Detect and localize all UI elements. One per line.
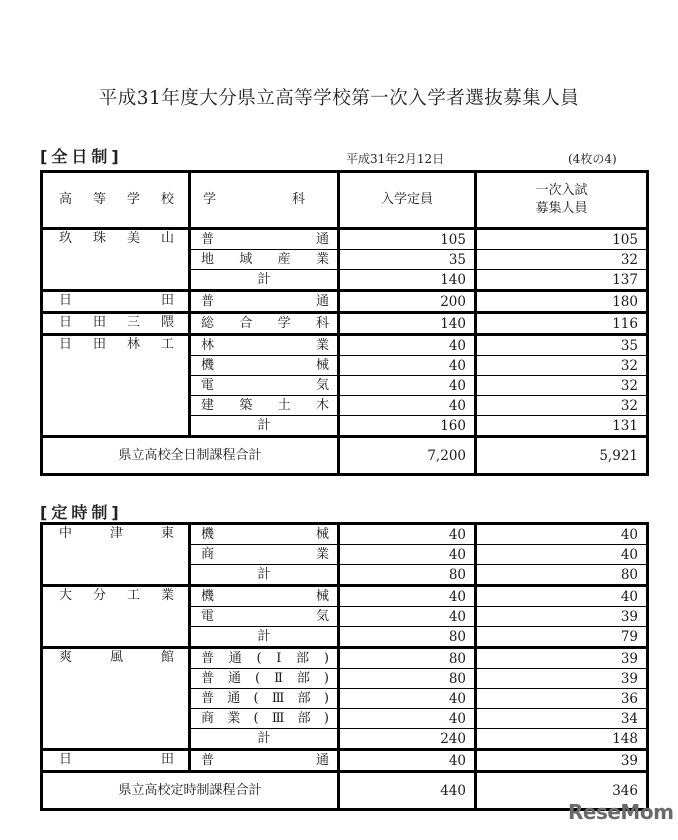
- recruit-value: 39: [476, 750, 648, 772]
- recruit-value: 34: [476, 709, 648, 729]
- capacity-value: 40: [339, 396, 476, 416]
- resemom-logo: ReseMom: [568, 800, 674, 824]
- char: 分: [92, 588, 106, 603]
- capacity-value: 40: [339, 709, 476, 729]
- char: 学: [203, 192, 217, 207]
- department-name: [190, 669, 339, 689]
- capacity-value: 80: [339, 565, 476, 586]
- total-recruit: 5,921: [476, 437, 648, 475]
- char: 学: [126, 192, 140, 207]
- table-row: [42, 229, 648, 250]
- recruit-value: 32: [476, 356, 648, 376]
- char: 林: [126, 337, 140, 352]
- department-name: [190, 545, 339, 565]
- recruit-value: 180: [476, 291, 648, 313]
- header-dept: [190, 172, 339, 229]
- char: ): [323, 690, 329, 706]
- char: (: [255, 670, 261, 686]
- department-name-text: [195, 710, 333, 728]
- recruit-value: 32: [476, 396, 648, 416]
- school-name-text: [47, 292, 184, 310]
- capacity-value: 40: [339, 356, 476, 376]
- capacity-value: 40: [339, 524, 476, 545]
- char: 合: [239, 315, 253, 331]
- section-label-teiji: [定時制]: [40, 503, 123, 522]
- char: 木: [315, 397, 329, 413]
- char: 械: [315, 357, 329, 373]
- char: ): [323, 710, 329, 726]
- char: 工: [126, 588, 140, 603]
- capacity-value: 40: [339, 750, 476, 772]
- department-name: [190, 250, 339, 270]
- table-row: [42, 586, 648, 607]
- header-row: [42, 172, 648, 229]
- subtotal-label: 計: [190, 565, 339, 586]
- char: 機: [201, 526, 215, 542]
- char: 学: [277, 315, 291, 331]
- char: 通: [315, 293, 329, 309]
- school-name: [42, 524, 190, 586]
- char: 風: [109, 650, 123, 665]
- char: 田: [92, 337, 106, 352]
- char: 械: [315, 588, 329, 604]
- char: 普: [201, 670, 215, 686]
- char: 普: [201, 650, 215, 666]
- department-name-text: [195, 251, 333, 269]
- char: 普: [201, 293, 215, 309]
- char: 土: [277, 397, 291, 413]
- char: 爽: [59, 650, 73, 665]
- char: (: [253, 710, 259, 726]
- char: 部: [296, 670, 310, 686]
- char: 田: [160, 293, 174, 308]
- school-name-text: [47, 751, 184, 769]
- recruit-value: 131: [476, 416, 648, 437]
- department-name-text: [195, 357, 333, 375]
- department-name: [190, 709, 339, 729]
- char: ): [323, 670, 329, 686]
- section-label-zennichi: [全日制]: [40, 147, 123, 166]
- department-name-text: [195, 231, 333, 249]
- recruit-value: 36: [476, 689, 648, 709]
- department-name: [190, 396, 339, 416]
- department-name-text: [195, 608, 333, 626]
- recruit-value: 148: [476, 729, 648, 750]
- total-capacity: 440: [339, 772, 476, 810]
- total-capacity: 7,200: [339, 437, 476, 475]
- table-teiji: [40, 522, 649, 811]
- school-name: [42, 313, 190, 335]
- capacity-value: 140: [339, 270, 476, 291]
- table-row: [42, 648, 648, 669]
- school-name-text: [47, 525, 184, 543]
- capacity-value: 105: [339, 229, 476, 250]
- char: 業: [315, 546, 329, 562]
- char: 日: [59, 315, 73, 330]
- char: 産: [277, 251, 291, 267]
- char: 部: [296, 650, 310, 666]
- department-name: [190, 607, 339, 627]
- header-school-text: [47, 191, 184, 209]
- capacity-value: 35: [339, 250, 476, 270]
- table-row: [42, 335, 648, 356]
- recruit-value: 40: [476, 545, 648, 565]
- subtotal-label: 計: [190, 416, 339, 437]
- recruit-value: 32: [476, 250, 648, 270]
- char: 普: [201, 752, 215, 768]
- char: 美: [126, 231, 140, 246]
- school-name: [42, 291, 190, 313]
- char: 館: [160, 650, 174, 665]
- school-name-text: [47, 587, 184, 605]
- recruit-value: 40: [476, 586, 648, 607]
- char: 日: [59, 752, 73, 767]
- char: 建: [201, 397, 215, 413]
- char: 珠: [92, 231, 106, 246]
- char: 工: [160, 337, 174, 352]
- char: 商: [201, 546, 215, 562]
- subtotal-label: 計: [190, 627, 339, 648]
- char: 津: [109, 526, 123, 541]
- department-name: [190, 335, 339, 356]
- school-name: [42, 229, 190, 291]
- department-name-text: [195, 377, 333, 395]
- char: 通: [227, 690, 241, 706]
- department-name-text: [195, 546, 333, 564]
- capacity-value: 80: [339, 648, 476, 669]
- char: 田: [160, 752, 174, 767]
- department-name: [190, 586, 339, 607]
- capacity-value: 40: [339, 586, 476, 607]
- department-name-text: [195, 690, 333, 708]
- header-school: [42, 172, 190, 229]
- char: 築: [239, 397, 253, 413]
- char: 業: [315, 251, 329, 267]
- school-name: [42, 648, 190, 750]
- school-name-text: [47, 649, 184, 667]
- capacity-value: 40: [339, 376, 476, 396]
- char: 機: [201, 357, 215, 373]
- recruit-value: 79: [476, 627, 648, 648]
- recruit-value: 39: [476, 669, 648, 689]
- table-row: [42, 291, 648, 313]
- char: Ⅲ: [271, 690, 285, 706]
- department-name-text: [195, 588, 333, 606]
- char: 隈: [160, 315, 174, 330]
- department-name-text: [195, 752, 333, 770]
- char: 業: [160, 588, 174, 603]
- school-name: [42, 750, 190, 772]
- department-name-text: [195, 650, 333, 668]
- subtotal-label: 計: [190, 729, 339, 750]
- department-name-text: [195, 293, 333, 311]
- total-label: 県立高校全日制課程合計: [42, 437, 339, 475]
- char: 東: [160, 526, 174, 541]
- char: 校: [160, 192, 174, 207]
- char: 通: [315, 231, 329, 247]
- char: 科: [291, 192, 305, 207]
- department-name: [190, 291, 339, 313]
- document-title: 平成31年度大分県立高等学校第一次入学者選抜募集人員: [98, 88, 580, 109]
- department-name-text: [195, 670, 333, 688]
- char: 田: [92, 315, 106, 330]
- school-name-text: [47, 230, 184, 248]
- char: ): [323, 650, 329, 666]
- char: 通: [228, 670, 242, 686]
- char: 電: [201, 377, 215, 393]
- char: 日: [59, 293, 73, 308]
- department-name-text: [195, 397, 333, 415]
- department-name-text: [195, 315, 333, 333]
- school-name: [42, 586, 190, 648]
- char: 電: [201, 608, 215, 624]
- char: 三: [126, 315, 140, 330]
- page-indicator: (4枚の4): [568, 152, 617, 166]
- department-name: [190, 524, 339, 545]
- header-capacity: 入学定員: [339, 172, 476, 229]
- char: 商: [201, 710, 215, 726]
- recruit-value: 105: [476, 229, 648, 250]
- char: 高: [59, 192, 73, 207]
- char: (: [253, 690, 259, 706]
- table-row: [42, 524, 648, 545]
- header-recruit-line2: 募集人員: [535, 201, 588, 216]
- total-label: 県立高校定時制課程合計: [42, 772, 339, 810]
- department-name: [190, 648, 339, 669]
- recruit-value: 39: [476, 607, 648, 627]
- recruit-value: 32: [476, 376, 648, 396]
- recruit-value: 40: [476, 524, 648, 545]
- capacity-value: 160: [339, 416, 476, 437]
- char: 通: [228, 650, 242, 666]
- department-name: [190, 750, 339, 772]
- char: 部: [297, 710, 311, 726]
- total-row: [42, 772, 648, 810]
- capacity-value: 40: [339, 335, 476, 356]
- char: Ⅲ: [271, 710, 285, 726]
- recruit-value: 35: [476, 335, 648, 356]
- header-recruit: [476, 172, 648, 229]
- char: Ⅰ: [276, 650, 282, 666]
- department-name: [190, 689, 339, 709]
- total-row: [42, 437, 648, 475]
- subtotal-label: 計: [190, 270, 339, 291]
- department-name-text: [195, 526, 333, 544]
- char: 大: [59, 588, 73, 603]
- table-row: [42, 750, 648, 772]
- department-name: [190, 313, 339, 335]
- capacity-value: 200: [339, 291, 476, 313]
- school-name-text: [47, 336, 184, 354]
- table-row: [42, 313, 648, 335]
- table-zennichi: [40, 170, 649, 476]
- char: Ⅱ: [274, 670, 283, 686]
- char: 通: [315, 752, 329, 768]
- char: 普: [201, 231, 215, 247]
- char: 部: [297, 690, 311, 706]
- char: 域: [239, 251, 253, 267]
- char: 気: [315, 608, 329, 624]
- char: 業: [227, 710, 241, 726]
- capacity-value: 40: [339, 545, 476, 565]
- capacity-value: 40: [339, 607, 476, 627]
- char: 業: [315, 337, 329, 353]
- char: 普: [201, 690, 215, 706]
- department-name-text: [195, 337, 333, 355]
- char: 地: [201, 251, 215, 267]
- department-name: [190, 356, 339, 376]
- char: 等: [92, 192, 106, 207]
- capacity-value: 80: [339, 627, 476, 648]
- char: 科: [315, 315, 329, 331]
- header-recruit-line1: 一次入試: [535, 183, 588, 198]
- recruit-value: 80: [476, 565, 648, 586]
- char: 玖: [59, 231, 73, 246]
- char: 日: [59, 337, 73, 352]
- capacity-value: 80: [339, 669, 476, 689]
- capacity-value: 40: [339, 689, 476, 709]
- total-recruit: 346: [476, 772, 648, 810]
- school-name: [42, 335, 190, 437]
- char: 林: [201, 337, 215, 353]
- department-name: [190, 229, 339, 250]
- department-name: [190, 376, 339, 396]
- char: 山: [160, 231, 174, 246]
- char: 総: [201, 315, 215, 331]
- char: 機: [201, 588, 215, 604]
- recruit-value: 39: [476, 648, 648, 669]
- recruit-value: 116: [476, 313, 648, 335]
- char: 気: [315, 377, 329, 393]
- char: (: [256, 650, 262, 666]
- char: 中: [59, 526, 73, 541]
- capacity-value: 140: [339, 313, 476, 335]
- header-dept-text: [195, 191, 333, 209]
- document-date: 平成31年2月12日: [346, 152, 445, 166]
- school-name-text: [47, 314, 184, 332]
- recruit-value: 137: [476, 270, 648, 291]
- capacity-value: 240: [339, 729, 476, 750]
- char: 械: [315, 526, 329, 542]
